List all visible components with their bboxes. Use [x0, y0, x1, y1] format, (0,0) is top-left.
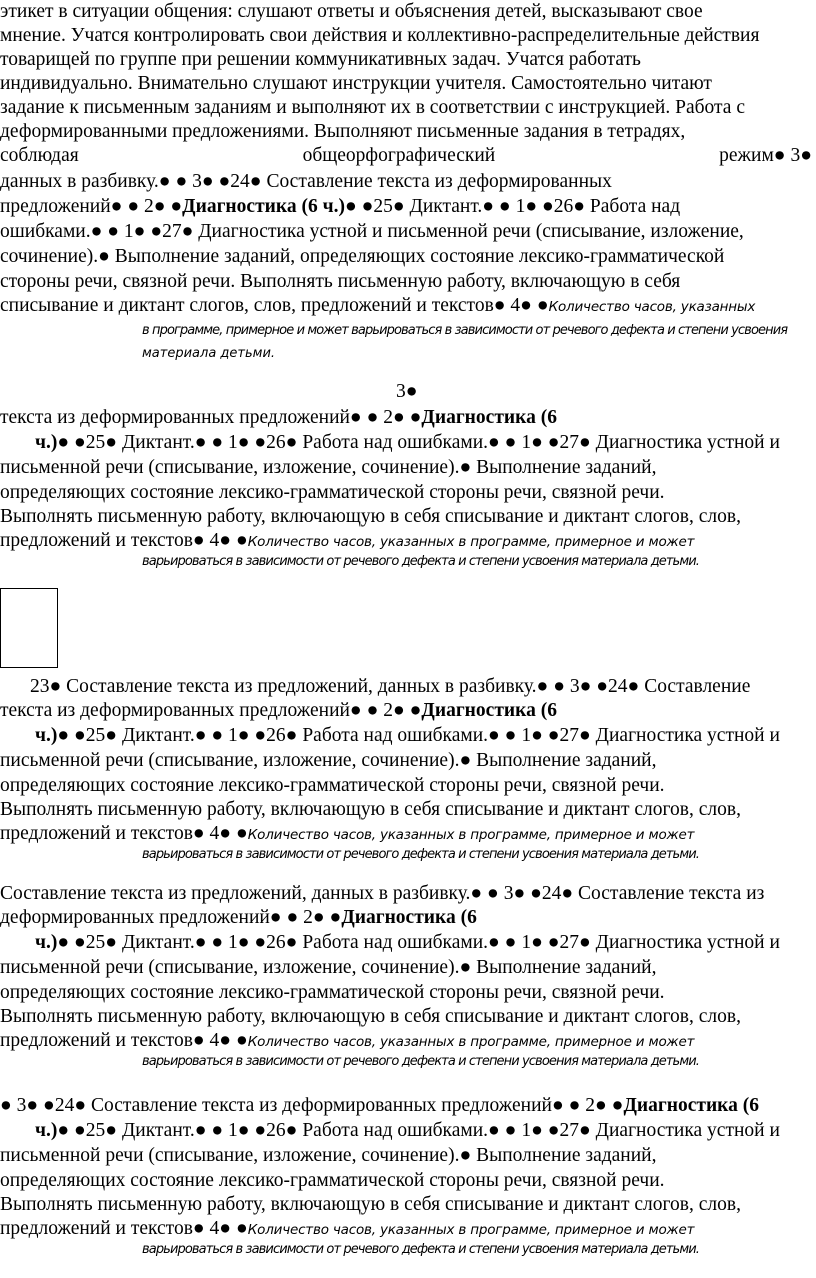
bold-heading: ч.) [35, 1120, 58, 1141]
bold-heading: Диагностика (6 [421, 407, 557, 428]
text: письменной речи (списывание, изложение, сочинение).● Выполнение заданий, [0, 1145, 657, 1166]
text-line [0, 245, 724, 269]
text: предложений и текстов● 4● ● [0, 530, 248, 551]
text-line [35, 931, 780, 955]
text: ● ●25● Диктант.● ● 1● ●26● Работа над ошибками.● ● 1● ●27● Диагностика устной и [57, 1120, 780, 1141]
text-line [0, 0, 812, 24]
text-line [0, 749, 656, 773]
text: Выполнять письменную работу, включающую в себя списывание и диктант слогов, слов, [0, 1006, 741, 1027]
text-line [0, 270, 680, 294]
text: письменной речи (списывание, изложение, сочинение).● Выполнение заданий, [0, 750, 657, 771]
text-line [0, 144, 812, 168]
text-line [0, 170, 612, 194]
text-line [0, 1144, 656, 1168]
footnote-text: варьироваться в зависимости от речевого дефекта и степени усвоения материала детьми. [142, 847, 700, 862]
text: данных в разбивку.● ● 3● ●24● Составление текста из деформированных [0, 171, 612, 192]
footnote-text: Количество часов, указанных в программе, примерное и может [247, 1222, 695, 1238]
bold-heading: Диагностика (6 [421, 700, 557, 721]
text: 23● Составление текста из предложений, данных в разбивку.● ● 3● ●24● Составление [30, 676, 751, 697]
text: текста из деформированных предложений● ● 2● ● [0, 407, 422, 428]
text: ● 3● ●24● Составление текста из деформированных предложений● ● 2● ● [0, 1095, 624, 1116]
text: ● ●25● Диктант.● ● 1● ●26● Работа над [344, 196, 681, 217]
text-line [0, 529, 694, 554]
bold-heading: ч.) [35, 932, 58, 953]
text-line [0, 505, 741, 529]
text: индивидуально. Внимательно слушают инструкции учителя. Самостоятельно читают [0, 73, 712, 94]
bold-heading: Диагностика (6 ч.) [182, 196, 345, 217]
text-line [30, 675, 750, 699]
text-line [0, 294, 755, 319]
footnote-text: Количество часов, указанных в программе, примерное и может [247, 534, 695, 550]
text: определяющих состояние лексико-грамматической стороны речи, связной речи. [0, 982, 665, 1003]
text-line [0, 48, 812, 72]
text: режим● 3● [719, 145, 812, 166]
text: соблюдая [0, 145, 79, 166]
text-line [0, 481, 665, 505]
bold-heading: ч.) [35, 725, 58, 746]
text: Выполнять письменную работу, включающую в себя списывание и диктант слогов, слов, [0, 506, 741, 527]
text-line [0, 1094, 759, 1118]
text-line [0, 956, 656, 980]
bold-heading: Диагностика (6 [341, 907, 477, 928]
footnote-text: в программе, примерное и может варьироваться в зависимости от речевого дефекта и степени усвоения [142, 323, 788, 338]
text: ● ●25● Диктант.● ● 1● ●26● Работа над ошибками.● ● 1● ●27● Диагностика устной и [57, 932, 780, 953]
text: предложений и текстов● 4● ● [0, 823, 248, 844]
text-line [0, 981, 665, 1005]
footnote-text: варьироваться в зависимости от речевого дефекта и степени усвоения материала детьми. [142, 1242, 700, 1257]
text-line [35, 1119, 780, 1143]
text: предложений и текстов● 4● ● [0, 1218, 248, 1239]
text: предложений● ● 2● ● [0, 196, 183, 217]
text: этикет в ситуации общения: слушают ответы и объяснения детей, высказывают свое [0, 1, 703, 22]
footnote-text: материала детьми. [142, 346, 276, 361]
text-line [0, 1029, 694, 1054]
text-line [0, 1217, 694, 1242]
text: общеорфографический [302, 145, 496, 166]
text: Выполнять письменную работу, включающую в себя списывание и диктант слогов, слов, [0, 799, 741, 820]
text: письменной речи (списывание, изложение, сочинение).● Выполнение заданий, [0, 457, 657, 478]
text-line [0, 699, 557, 723]
text: письменной речи (списывание, изложение, сочинение).● Выполнение заданий, [0, 957, 657, 978]
text-line [0, 1005, 741, 1029]
text-line [0, 1169, 665, 1193]
text: определяющих состояние лексико-грамматической стороны речи, связной речи. [0, 1170, 665, 1191]
text: текста из деформированных предложений● ● 2● ● [0, 700, 422, 721]
page-number: 3● [396, 381, 418, 402]
text: предложений и текстов● 4● ● [0, 1030, 248, 1051]
text-line [0, 798, 741, 822]
text: определяющих состояние лексико-грамматической стороны речи, связной речи. [0, 775, 665, 796]
text-line [0, 24, 812, 48]
text-line [0, 220, 744, 244]
text-line [0, 906, 477, 930]
text-line [0, 96, 812, 120]
image-placeholder [0, 588, 58, 668]
text-line [0, 72, 812, 96]
text: мнение. Учатся контролировать свои действия и коллективно-распределительные действия [0, 25, 760, 46]
text: списывание и диктант слогов, слов, предложений и текстов● 4● ● [0, 295, 549, 316]
text: Составление текста из предложений, данных в разбивку.● ● 3● ●24● Составление текста из [0, 883, 765, 904]
text: ● ●25● Диктант.● ● 1● ●26● Работа над ошибками.● ● 1● ●27● Диагностика устной и [57, 432, 780, 453]
text-line [0, 406, 557, 430]
text-line [35, 724, 780, 748]
text-line [0, 774, 665, 798]
footnote-text: Количество часов, указанных в программе, примерное и может [247, 827, 695, 843]
text: деформированными предложениями. Выполняют письменные задания в тетрадях, [0, 121, 686, 142]
bold-heading: ч.) [35, 432, 58, 453]
text-line [0, 822, 694, 847]
text-line [0, 1193, 741, 1217]
text-line [35, 431, 780, 455]
text: ● ●25● Диктант.● ● 1● ●26● Работа над ошибками.● ● 1● ●27● Диагностика устной и [57, 725, 780, 746]
footnote-text: Количество часов, указанных [548, 299, 756, 315]
text: товарищей по группе при решении коммуникативных задач. Учатся работать [0, 49, 641, 70]
text: определяющих состояние лексико-грамматической стороны речи, связной речи. [0, 482, 665, 503]
footnote-text: варьироваться в зависимости от речевого дефекта и степени усвоения материала детьми. [142, 554, 700, 569]
text-line [0, 456, 656, 480]
text-line [0, 120, 812, 144]
text: сочинение).● Выполнение заданий, определяющих состояние лексико-грамматической [0, 246, 725, 267]
text-line [0, 195, 680, 219]
text: деформированных предложений● ● 2● ● [0, 907, 342, 928]
text: ошибками.● ● 1● ●27● Диагностика устной и письменной речи (списывание, изложение, [0, 221, 744, 242]
bold-heading: Диагностика (6 [623, 1095, 759, 1116]
text: стороны речи, связной речи. Выполнять письменную работу, включающую в себя [0, 271, 681, 292]
text: задание к письменным заданиям и выполняют их в соответствии с инструкцией. Работа с [0, 97, 745, 118]
text-line [0, 882, 764, 906]
footnote-text: Количество часов, указанных в программе, примерное и может [247, 1034, 695, 1050]
footnote-text: варьироваться в зависимости от речевого дефекта и степени усвоения материала детьми. [142, 1054, 700, 1069]
text: Выполнять письменную работу, включающую в себя списывание и диктант слогов, слов, [0, 1194, 741, 1215]
